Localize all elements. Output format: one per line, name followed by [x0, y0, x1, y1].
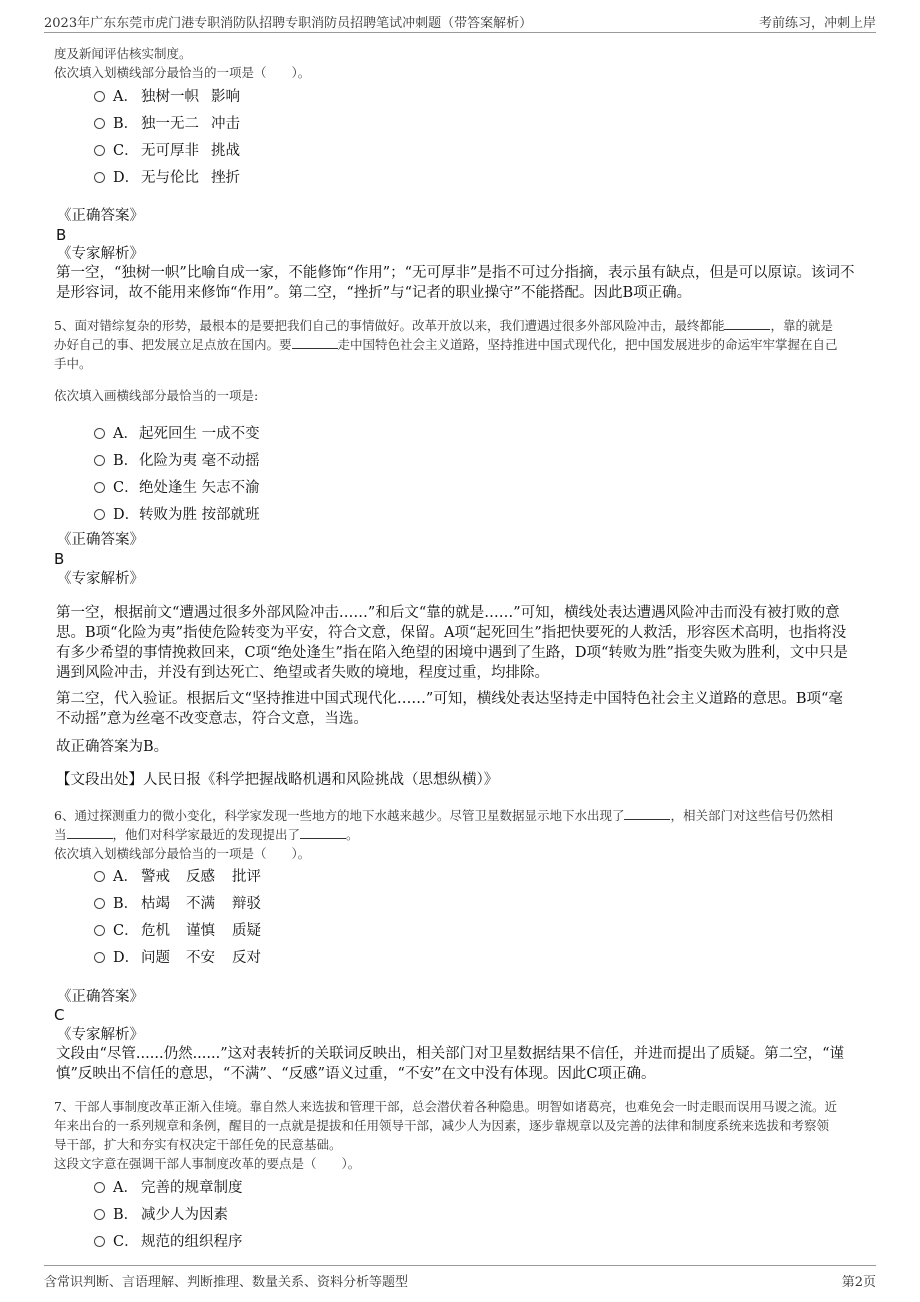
q5-answer: B — [54, 550, 65, 568]
q5-option-c[interactable]: C．绝处逢生 矢志不渝 — [94, 476, 260, 496]
blank-line — [300, 826, 346, 839]
radio-icon[interactable] — [94, 455, 105, 466]
q4-tail: 度及新闻评估核实制度。 — [54, 46, 192, 61]
q6-analysis-label: 《专家解析》 — [57, 1027, 144, 1043]
q5-analysis-line: 第二空，代入验证。根据后文“坚持推进中国式现代化……”可知，横线处表达坚持走中国特色社会主义道路的意思。B项“毫 — [56, 691, 843, 707]
radio-icon[interactable] — [94, 509, 105, 520]
q5-option-b[interactable]: B．化险为夷 毫不动摇 — [94, 449, 260, 469]
q5-answer-label: 《正确答案》 — [57, 532, 144, 548]
radio-icon[interactable] — [94, 145, 105, 156]
q7-stem-line: 7、干部人事制度改革正渐入佳境。靠自然人来选拔和管理干部，总会潜伏着各种隐患。明智如诸葛亮，也难免会一时走眼而误用马谡之流。近 — [54, 1099, 837, 1114]
q4-option-a[interactable]: A． 独树一帜 影响 — [94, 85, 240, 105]
q6-option-c[interactable]: C． 危机 谨慎 质疑 — [94, 919, 261, 939]
q6-stem-line: 6、通过探测重力的微小变化，科学家发现一些地方的地下水越来越少。尽管卫星数据显示地下水出现了 ，相关部门对这些信号仍然相 — [54, 808, 833, 823]
q6-option-b[interactable]: B． 枯竭 不满 辩驳 — [94, 892, 261, 912]
q5-analysis-line: 不动摇”意为丝毫不改变意志，符合文意，当选。 — [56, 711, 368, 727]
header-slogan: 考前练习，冲刺上岸 — [758, 16, 876, 31]
page-footer — [44, 1265, 876, 1292]
radio-icon[interactable] — [94, 1209, 105, 1220]
radio-icon[interactable] — [94, 871, 105, 882]
q5-analysis-line: 思。B项“化险为夷”指使危险转变为平安，符合文意，保留。A项“起死回生”指把快要死的人救活，形容医术高明，也指将没 — [56, 625, 847, 641]
q5-stem-line: 5、面对错综复杂的形势，最根本的是要把我们自己的事情做好。改革开放以来，我们遭遇过很多外部风险冲击，最终都能 ，靠的就是 — [54, 318, 833, 333]
blank-line — [292, 336, 338, 349]
q7-stem-line: 导干部，扩大和夯实有权决定干部任免的民意基础。 — [54, 1137, 342, 1152]
q5-option-d[interactable]: D．转败为胜 按部就班 — [94, 503, 260, 523]
q4-option-c[interactable]: C． 无可厚非 挑战 — [94, 139, 240, 159]
q7-option-b[interactable]: B． 减少人为因素 — [94, 1203, 228, 1223]
radio-icon[interactable] — [94, 172, 105, 183]
q4-answer: B — [56, 226, 67, 244]
radio-icon[interactable] — [94, 952, 105, 963]
q6-option-a[interactable]: A． 警戒 反感 批评 — [94, 865, 261, 885]
q4-answer-label: 《正确答案》 — [57, 208, 144, 224]
q4-analysis-line: 第一空，“独树一帜”比喻自成一家，不能修饰“作用”；“无可厚非”是指不可过分指摘，表示虽有缺点，但是可以原谅。该词不 — [56, 265, 855, 281]
radio-icon[interactable] — [94, 482, 105, 493]
q7-option-a[interactable]: A． 完善的规章制度 — [94, 1176, 243, 1196]
radio-icon[interactable] — [94, 428, 105, 439]
radio-icon[interactable] — [94, 925, 105, 936]
q6-option-d[interactable]: D． 问题 不安 反对 — [94, 946, 261, 966]
q7-prompt: 这段文字意在强调干部人事制度改革的要点是（ ）。 — [54, 1156, 361, 1171]
q6-answer: C — [54, 1006, 65, 1024]
q4-analysis-line: 是形容词，故不能用来修饰“作用”。第二空，“挫折”与“记者的职业操守”不能搭配。因此B项正确。 — [56, 285, 692, 301]
q5-analysis-line: 有多少希望的事情挽救回来，C项“绝处逢生”指在陷入绝望的困境中遇到了生路，D项“转败为胜”指变失败为胜利，文中只是 — [56, 645, 848, 661]
blank-line — [624, 807, 670, 820]
footer-topics: 含常识判断、言语理解、判断推理、数量关系、资料分析等题型 — [44, 1275, 409, 1290]
document-title: 2023年广东东莞市虎门港专职消防队招聘专职消防员招聘笔试冲刺题（带答案解析） — [44, 16, 533, 31]
radio-icon[interactable] — [94, 1236, 105, 1247]
radio-icon[interactable] — [94, 1182, 105, 1193]
q4-prompt: 依次填入划横线部分最恰当的一项是（ ）。 — [54, 65, 311, 80]
radio-icon[interactable] — [94, 898, 105, 909]
q6-prompt: 依次填入划横线部分最恰当的一项是（ ）。 — [54, 846, 311, 861]
q5-stem-line: 办好自己的事、把发展立足点放在国内。要 走中国特色社会主义道路，坚持推进中国式现代化，把中国发展进步的命运牢牢掌握在自己 — [54, 337, 838, 352]
q6-analysis-line: 慎”反映出不信任的意思，“不满”、“反感”语义过重，“不安”在文中没有体现。因此C项正确。 — [56, 1066, 656, 1082]
q7-stem-line: 年来出台的一系列规章和条例，醒目的一点就是提拔和任用领导干部，减少人为因素，逐步靠规章以及完善的法律和制度系统来选拔和考察领 — [54, 1118, 830, 1133]
radio-icon[interactable] — [94, 91, 105, 102]
q6-stem-line: 当 ，他们对科学家最近的发现提出了 。 — [54, 827, 359, 842]
page-header — [44, 10, 876, 33]
q6-answer-label: 《正确答案》 — [57, 989, 144, 1005]
q4-analysis-label: 《专家解析》 — [57, 246, 144, 262]
blank-line — [724, 317, 770, 330]
q4-option-b[interactable]: B． 独一无二 冲击 — [94, 112, 240, 132]
q5-source: 【文段出处】人民日报《科学把握战略机遇和风险挑战（思想纵横）》 — [56, 772, 499, 788]
q5-stem-line: 手中。 — [54, 356, 92, 371]
q5-analysis-line: 第一空，根据前文“遭遇过很多外部风险冲击……”和后文“靠的就是……”可知，横线处表达遭遇风险冲击而没有被打败的意 — [56, 605, 840, 621]
blank-line — [67, 826, 113, 839]
q7-option-c[interactable]: C． 规范的组织程序 — [94, 1230, 243, 1250]
q4-option-d[interactable]: D． 无与伦比 挫折 — [94, 166, 240, 186]
q5-analysis-label: 《专家解析》 — [57, 571, 144, 587]
q5-option-a[interactable]: A．起死回生 一成不变 — [94, 422, 260, 442]
q5-analysis-line: 遇到风险冲击，并没有到达死亡、绝望或者失败的境地，程度过重，均排除。 — [56, 665, 549, 681]
page-number: 第2页 — [841, 1275, 876, 1290]
q5-prompt: 依次填入画横线部分最恰当的一项是: — [54, 388, 259, 403]
q5-conclusion: 故正确答案为B。 — [56, 739, 169, 755]
radio-icon[interactable] — [94, 118, 105, 129]
q6-analysis-line: 文段由“尽管......仍然......”这对表转折的关联词反映出，相关部门对卫星数据结果不信任，并进而提出了质疑。第二空，“谨 — [56, 1046, 845, 1062]
